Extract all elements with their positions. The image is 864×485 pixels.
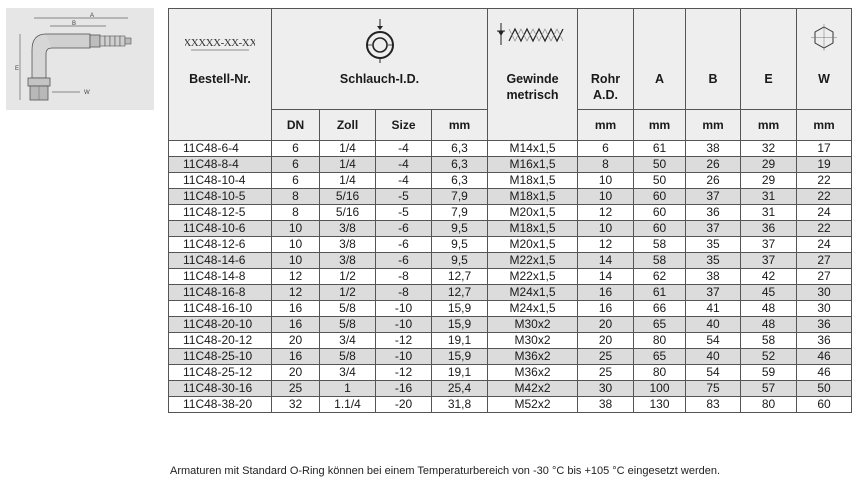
gewinde-label-line2: metrisch <box>506 88 559 102</box>
cell-b: 38 <box>686 269 741 285</box>
cell-b: 40 <box>686 317 741 333</box>
header-schlauch-id <box>272 9 488 110</box>
cell-rohr: 12 <box>578 205 634 221</box>
cell-dn: 32 <box>272 397 320 413</box>
cell-e: 31 <box>741 189 797 205</box>
gewinde-label-line1: Gewinde <box>506 72 559 86</box>
cell-gewinde: M22x1,5 <box>488 269 578 285</box>
cell-dn: 10 <box>272 221 320 237</box>
cell-bestell-nr: 11C48-12-6 <box>169 237 272 253</box>
cell-size: -10 <box>376 349 432 365</box>
cell-mm: 12,7 <box>432 285 488 301</box>
cell-bestell-nr: 11C48-14-6 <box>169 253 272 269</box>
table-row <box>169 365 852 381</box>
cell-w: 22 <box>797 173 852 189</box>
cell-e: 37 <box>741 237 797 253</box>
cell-b: 37 <box>686 189 741 205</box>
cell-rohr: 10 <box>578 189 634 205</box>
cell-mm: 19,1 <box>432 333 488 349</box>
cell-a: 62 <box>634 269 686 285</box>
sub-e-mm: mm <box>741 110 797 141</box>
cell-w: 46 <box>797 365 852 381</box>
cell-dn: 10 <box>272 237 320 253</box>
cell-a: 60 <box>634 221 686 237</box>
cell-mm: 9,5 <box>432 237 488 253</box>
cell-zoll: 3/8 <box>320 253 376 269</box>
cell-bestell-nr: 11C48-25-12 <box>169 365 272 381</box>
cell-rohr: 10 <box>578 221 634 237</box>
cell-gewinde: M30x2 <box>488 317 578 333</box>
cell-w: 27 <box>797 269 852 285</box>
cell-size: -12 <box>376 365 432 381</box>
cell-rohr: 16 <box>578 301 634 317</box>
cell-a: 66 <box>634 301 686 317</box>
cell-e: 48 <box>741 317 797 333</box>
cell-rohr: 20 <box>578 317 634 333</box>
cell-a: 60 <box>634 189 686 205</box>
cell-w: 36 <box>797 333 852 349</box>
cell-b: 36 <box>686 205 741 221</box>
cell-mm: 15,9 <box>432 317 488 333</box>
header-a <box>634 9 686 110</box>
cell-w: 30 <box>797 285 852 301</box>
cell-bestell-nr: 11C48-16-8 <box>169 285 272 301</box>
cell-dn: 6 <box>272 157 320 173</box>
cell-mm: 6,3 <box>432 141 488 157</box>
sub-rohr-mm: mm <box>578 110 634 141</box>
cell-gewinde: M36x2 <box>488 349 578 365</box>
cell-mm: 19,1 <box>432 365 488 381</box>
cell-bestell-nr: 11C48-14-8 <box>169 269 272 285</box>
hex-nut-icon <box>809 23 839 53</box>
table-row <box>169 301 852 317</box>
cell-a: 65 <box>634 317 686 333</box>
table-row <box>169 285 852 301</box>
cell-mm: 31,8 <box>432 397 488 413</box>
cell-zoll: 3/4 <box>320 333 376 349</box>
cell-e: 32 <box>741 141 797 157</box>
cell-size: -5 <box>376 189 432 205</box>
cell-size: -10 <box>376 317 432 333</box>
cell-rohr: 8 <box>578 157 634 173</box>
cell-rohr: 14 <box>578 253 634 269</box>
cell-size: -6 <box>376 237 432 253</box>
cell-gewinde: M24x1,5 <box>488 301 578 317</box>
cell-dn: 25 <box>272 381 320 397</box>
sub-dn: DN <box>272 110 320 141</box>
cell-e: 80 <box>741 397 797 413</box>
header-e <box>741 9 797 110</box>
w-label: W <box>818 72 830 86</box>
cell-b: 41 <box>686 301 741 317</box>
cell-gewinde: M16x1,5 <box>488 157 578 173</box>
cell-size: -8 <box>376 269 432 285</box>
dim-b-label: B <box>72 21 77 27</box>
cell-gewinde: M30x2 <box>488 333 578 349</box>
dim-w-label: W <box>84 90 90 96</box>
cell-e: 52 <box>741 349 797 365</box>
sub-b-mm: mm <box>686 110 741 141</box>
cell-size: -4 <box>376 141 432 157</box>
cell-b: 40 <box>686 349 741 365</box>
cell-e: 57 <box>741 381 797 397</box>
cell-mm: 9,5 <box>432 221 488 237</box>
cell-dn: 8 <box>272 205 320 221</box>
cell-b: 35 <box>686 237 741 253</box>
cell-dn: 6 <box>272 141 320 157</box>
order-code-pattern: XXXXX-XX-XX <box>185 37 255 49</box>
cell-a: 61 <box>634 141 686 157</box>
dim-e-label: E <box>15 66 20 72</box>
cell-bestell-nr: 11C48-8-4 <box>169 157 272 173</box>
cell-mm: 15,9 <box>432 349 488 365</box>
cell-e: 58 <box>741 333 797 349</box>
fitting-drawing <box>6 8 154 110</box>
table-row <box>169 157 852 173</box>
cell-zoll: 5/8 <box>320 317 376 333</box>
cell-b: 75 <box>686 381 741 397</box>
sub-a-mm: mm <box>634 110 686 141</box>
cell-b: 26 <box>686 157 741 173</box>
cell-bestell-nr: 11C48-10-6 <box>169 221 272 237</box>
cell-rohr: 14 <box>578 269 634 285</box>
table-row <box>169 189 852 205</box>
cell-dn: 20 <box>272 365 320 381</box>
cell-size: -20 <box>376 397 432 413</box>
table-row <box>169 237 852 253</box>
cell-dn: 20 <box>272 333 320 349</box>
header-rohr <box>578 9 634 110</box>
cell-mm: 9,5 <box>432 253 488 269</box>
cell-gewinde: M20x1,5 <box>488 205 578 221</box>
cell-gewinde: M18x1,5 <box>488 173 578 189</box>
cell-a: 50 <box>634 173 686 189</box>
cell-dn: 16 <box>272 317 320 333</box>
cell-b: 37 <box>686 285 741 301</box>
cell-a: 80 <box>634 365 686 381</box>
cell-a: 80 <box>634 333 686 349</box>
cell-w: 46 <box>797 349 852 365</box>
sub-zoll: Zoll <box>320 110 376 141</box>
cell-mm: 7,9 <box>432 189 488 205</box>
cell-rohr: 38 <box>578 397 634 413</box>
cell-zoll: 1/4 <box>320 157 376 173</box>
cell-a: 58 <box>634 237 686 253</box>
schlauch-id-label: Schlauch-I.D. <box>339 72 420 86</box>
cell-zoll: 1.1/4 <box>320 397 376 413</box>
cell-bestell-nr: 11C48-6-4 <box>169 141 272 157</box>
cell-bestell-nr: 11C48-10-4 <box>169 173 272 189</box>
cell-w: 27 <box>797 253 852 269</box>
cell-bestell-nr: 11C48-30-16 <box>169 381 272 397</box>
cell-a: 100 <box>634 381 686 397</box>
cell-a: 65 <box>634 349 686 365</box>
cell-e: 36 <box>741 221 797 237</box>
cell-rohr: 6 <box>578 141 634 157</box>
cell-bestell-nr: 11C48-25-10 <box>169 349 272 365</box>
cell-zoll: 5/8 <box>320 301 376 317</box>
cell-bestell-nr: 11C48-20-12 <box>169 333 272 349</box>
cell-zoll: 3/8 <box>320 221 376 237</box>
table-row <box>169 253 852 269</box>
cell-b: 26 <box>686 173 741 189</box>
cell-bestell-nr: 11C48-38-20 <box>169 397 272 413</box>
cell-size: -16 <box>376 381 432 397</box>
cell-rohr: 25 <box>578 349 634 365</box>
cell-size: -6 <box>376 253 432 269</box>
cell-e: 48 <box>741 301 797 317</box>
cell-w: 50 <box>797 381 852 397</box>
rohr-label-line2: A.D. <box>593 88 618 102</box>
cell-gewinde: M52x2 <box>488 397 578 413</box>
cell-gewinde: M18x1,5 <box>488 189 578 205</box>
header-gewinde <box>488 9 578 141</box>
footnote: Armaturen mit Standard O-Ring können bei einem Temperaturbereich von -30 °C bis +105 °C eingesetzt werden. <box>170 465 721 477</box>
cell-b: 83 <box>686 397 741 413</box>
thread-profile-icon <box>493 19 573 49</box>
cell-gewinde: M20x1,5 <box>488 237 578 253</box>
a-label: A <box>654 72 665 86</box>
elbow-fitting-illustration <box>6 8 154 110</box>
cell-rohr: 12 <box>578 237 634 253</box>
cell-w: 24 <box>797 237 852 253</box>
cell-a: 50 <box>634 157 686 173</box>
cell-w: 22 <box>797 189 852 205</box>
cell-zoll: 5/16 <box>320 205 376 221</box>
cell-rohr: 10 <box>578 173 634 189</box>
cell-a: 130 <box>634 397 686 413</box>
cell-size: -8 <box>376 285 432 301</box>
cell-mm: 12,7 <box>432 269 488 285</box>
cell-e: 29 <box>741 157 797 173</box>
table-row <box>169 269 852 285</box>
cell-zoll: 1/2 <box>320 285 376 301</box>
cell-w: 60 <box>797 397 852 413</box>
cell-gewinde: M36x2 <box>488 365 578 381</box>
cell-a: 60 <box>634 205 686 221</box>
e-label: E <box>764 72 773 86</box>
cell-dn: 10 <box>272 253 320 269</box>
cell-bestell-nr: 11C48-10-5 <box>169 189 272 205</box>
cell-size: -4 <box>376 157 432 173</box>
cell-gewinde: M18x1,5 <box>488 221 578 237</box>
table-row <box>169 317 852 333</box>
fittings-table <box>168 8 852 413</box>
cell-rohr: 16 <box>578 285 634 301</box>
cell-dn: 12 <box>272 269 320 285</box>
cell-size: -10 <box>376 301 432 317</box>
cell-b: 54 <box>686 365 741 381</box>
cell-gewinde: M14x1,5 <box>488 141 578 157</box>
cell-e: 42 <box>741 269 797 285</box>
cell-w: 17 <box>797 141 852 157</box>
sub-mm: mm <box>432 110 488 141</box>
cell-w: 36 <box>797 317 852 333</box>
cell-e: 29 <box>741 173 797 189</box>
cell-bestell-nr: 11C48-16-10 <box>169 301 272 317</box>
cell-mm: 6,3 <box>432 173 488 189</box>
cell-zoll: 5/8 <box>320 349 376 365</box>
header-bestell-nr <box>169 9 272 141</box>
cell-rohr: 30 <box>578 381 634 397</box>
cell-mm: 25,4 <box>432 381 488 397</box>
cell-dn: 16 <box>272 349 320 365</box>
cell-a: 61 <box>634 285 686 301</box>
table-row <box>169 221 852 237</box>
header-w <box>797 9 852 110</box>
cell-mm: 7,9 <box>432 205 488 221</box>
cell-rohr: 25 <box>578 365 634 381</box>
table-body <box>169 141 852 413</box>
cell-dn: 8 <box>272 189 320 205</box>
cell-bestell-nr: 11C48-20-10 <box>169 317 272 333</box>
table-row <box>169 397 852 413</box>
table-row <box>169 333 852 349</box>
dim-a-label: A <box>90 13 95 19</box>
table-row <box>169 381 852 397</box>
cell-size: -5 <box>376 205 432 221</box>
cell-mm: 15,9 <box>432 301 488 317</box>
cell-w: 30 <box>797 301 852 317</box>
cell-zoll: 3/8 <box>320 237 376 253</box>
order-code-pattern-icon <box>185 31 255 53</box>
hose-cross-section-icon <box>350 17 410 63</box>
cell-dn: 12 <box>272 285 320 301</box>
bestell-nr-label: Bestell-Nr. <box>189 72 251 86</box>
cell-gewinde: M42x2 <box>488 381 578 397</box>
table-row <box>169 141 852 157</box>
cell-gewinde: M22x1,5 <box>488 253 578 269</box>
cell-b: 38 <box>686 141 741 157</box>
cell-zoll: 1/4 <box>320 173 376 189</box>
cell-b: 54 <box>686 333 741 349</box>
cell-mm: 6,3 <box>432 157 488 173</box>
cell-e: 45 <box>741 285 797 301</box>
cell-gewinde: M24x1,5 <box>488 285 578 301</box>
b-label: B <box>708 72 718 86</box>
cell-zoll: 1/2 <box>320 269 376 285</box>
cell-b: 35 <box>686 253 741 269</box>
cell-dn: 16 <box>272 301 320 317</box>
cell-size: -6 <box>376 221 432 237</box>
cell-dn: 6 <box>272 173 320 189</box>
header-b <box>686 9 741 110</box>
cell-e: 59 <box>741 365 797 381</box>
cell-bestell-nr: 11C48-12-5 <box>169 205 272 221</box>
cell-zoll: 1/4 <box>320 141 376 157</box>
cell-zoll: 5/16 <box>320 189 376 205</box>
cell-w: 24 <box>797 205 852 221</box>
cell-w: 19 <box>797 157 852 173</box>
cell-e: 37 <box>741 253 797 269</box>
table-row <box>169 349 852 365</box>
sub-size: Size <box>376 110 432 141</box>
cell-rohr: 20 <box>578 333 634 349</box>
cell-a: 58 <box>634 253 686 269</box>
sub-w-mm: mm <box>797 110 852 141</box>
cell-zoll: 3/4 <box>320 365 376 381</box>
cell-b: 37 <box>686 221 741 237</box>
cell-size: -12 <box>376 333 432 349</box>
table-row <box>169 205 852 221</box>
rohr-label-line1: Rohr <box>590 72 621 86</box>
cell-e: 31 <box>741 205 797 221</box>
table-row <box>169 173 852 189</box>
cell-size: -4 <box>376 173 432 189</box>
cell-w: 22 <box>797 221 852 237</box>
cell-zoll: 1 <box>320 381 376 397</box>
